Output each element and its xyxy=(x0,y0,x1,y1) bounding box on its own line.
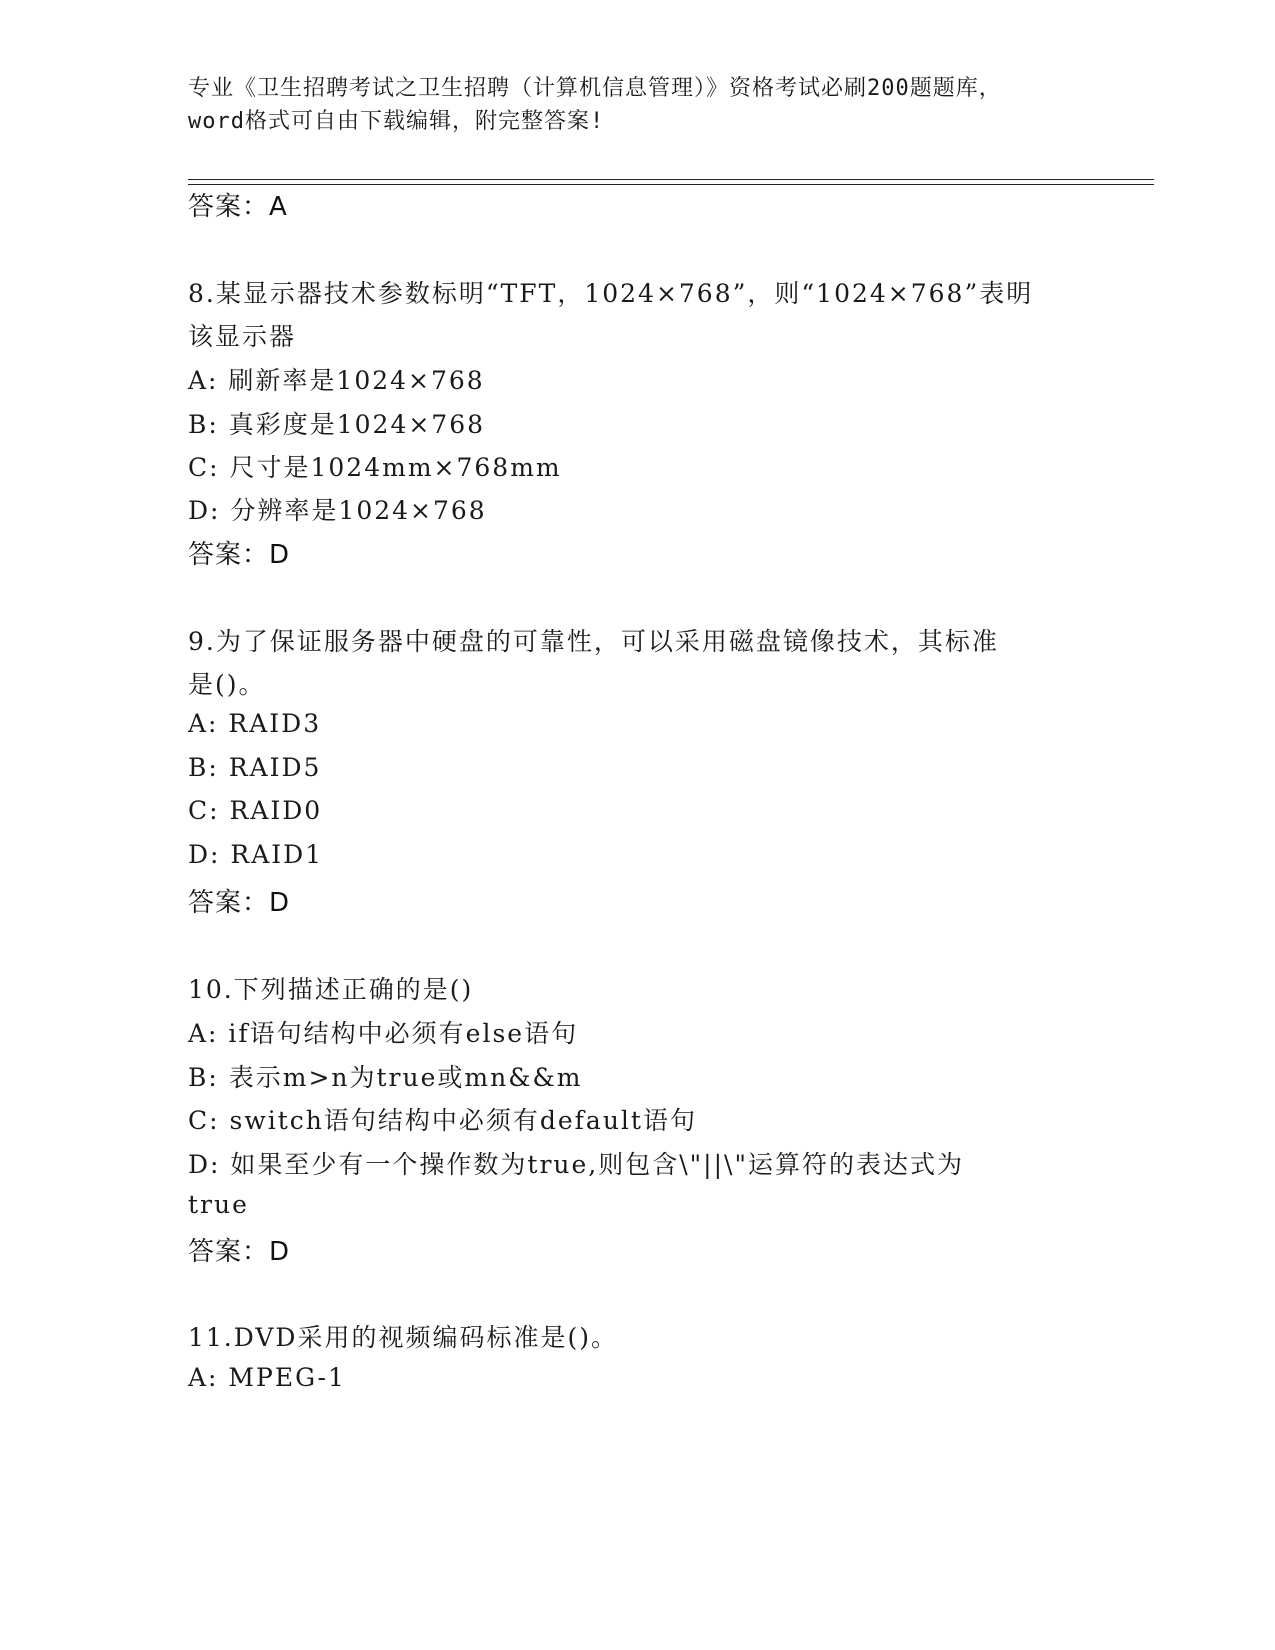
question-10-option-d: D: 如果至少有一个操作数为true,则包含\"||\"运算符的表达式为 xyxy=(188,1150,964,1179)
question-9-option-b: B: RAID5 xyxy=(188,753,322,782)
question-8-stem-line-1: 8.某显示器技术参数标明“TFT，1024×768”，则“1024×768”表明 xyxy=(188,279,1034,308)
previous-answer: 答案：A xyxy=(188,192,288,222)
question-10-option-d-continued: true xyxy=(188,1190,249,1219)
question-9-stem-line-1: 9.为了保证服务器中硬盘的可靠性，可以采用磁盘镜像技术，其标准 xyxy=(188,627,999,656)
question-8-stem-line-2: 该显示器 xyxy=(188,322,297,351)
question-10-option-a: A: if语句结构中必须有else语句 xyxy=(188,1019,579,1048)
header-line-2: word格式可自由下载编辑，附完整答案! xyxy=(188,109,605,134)
question-11-stem: 11.DVD采用的视频编码标准是()。 xyxy=(188,1323,618,1352)
question-10-answer: 答案：D xyxy=(188,1237,291,1267)
header-line-1: 专业《卫生招聘考试之卫生招聘（计算机信息管理）》资格考试必刷200题题库， xyxy=(188,76,1002,101)
question-11-option-a: A: MPEG-1 xyxy=(188,1363,346,1392)
question-9-option-c: C: RAID0 xyxy=(188,796,323,825)
question-8-option-c: C: 尺寸是1024mm×768mm xyxy=(188,453,562,482)
question-10-stem: 10.下列描述正确的是() xyxy=(188,975,474,1004)
question-9-option-a: A: RAID3 xyxy=(188,709,322,738)
header-rule-bottom xyxy=(188,184,1154,185)
question-9-stem-line-2: 是()。 xyxy=(188,670,266,699)
question-10-option-b: B: 表示m>n为true或mn&&m xyxy=(188,1063,583,1092)
question-10-option-c: C: switch语句结构中必须有default语句 xyxy=(188,1106,697,1135)
question-9-option-d: D: RAID1 xyxy=(188,840,324,869)
question-8-option-a: A: 刷新率是1024×768 xyxy=(188,366,485,395)
question-8-answer: 答案：D xyxy=(188,540,291,570)
question-9-answer: 答案：D xyxy=(188,888,291,918)
document-header xyxy=(188,72,1088,138)
question-8-option-b: B: 真彩度是1024×768 xyxy=(188,410,486,439)
header-rule-top xyxy=(188,179,1154,180)
question-8-option-d: D: 分辨率是1024×768 xyxy=(188,496,487,525)
